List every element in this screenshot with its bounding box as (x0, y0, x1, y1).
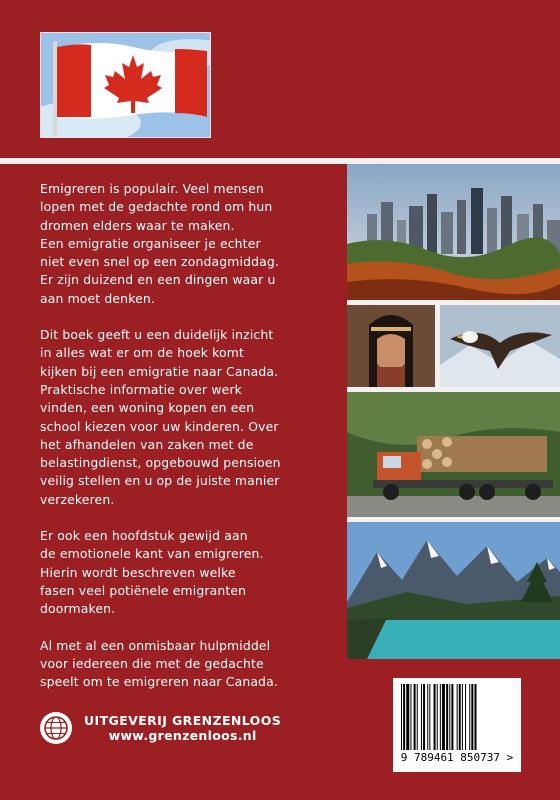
logging-truck-photo (347, 392, 560, 517)
bald-eagle-photo (440, 305, 560, 387)
back-cover-blurb (40, 180, 340, 709)
publisher-block (40, 712, 281, 744)
photo-column (347, 164, 560, 659)
barcode-icon (401, 684, 509, 750)
publisher-url[interactable]: www.grenzenloos.nl (108, 728, 257, 743)
isbn-number: 9 789461 850737 > (400, 751, 514, 764)
canada-flag-photo (40, 32, 211, 138)
mountain-lake-photo (347, 522, 560, 659)
blurb-paragraph-1: Emigreren is populair. Veel mensen lopen met de gedachte rond om hun dromen elders waar te maken. Een emigratie organiseer je echter niet even snel op een zondagmiddag. Er zijn duizend en een dingen waar u aan moet denken. (40, 181, 279, 306)
blurb-paragraph-4: Al met al een onmisbaar hulpmiddel voor iedereen die met de gedachte speelt om te emigreren naar Canada. (40, 637, 278, 690)
globe-icon (40, 712, 72, 744)
isbn-barcode (393, 678, 521, 772)
publisher-name: UITGEVERIJ GRENZENLOOS (84, 713, 282, 728)
montreal-skyline-photo (347, 164, 560, 300)
blurb-paragraph-3: Er ook een hoofdstuk gewijd aan de emotionele kant van emigreren. Hierin wordt beschreven welke fasen veel potiënele emigranten doormaken. (40, 528, 264, 617)
native-girl-photo (347, 305, 435, 387)
canada-flag-icon (41, 33, 211, 138)
blurb-paragraph-2: Dit boek geeft u een duidelijk inzicht in alles wat er om de hoek komt kijken bij een emigratie naar Canada. Praktische informatie over werk vinden, een woning kopen en een school kiezen voor uw kinderen. Over het afhandelen van zaken met de belastingdienst, opgebouwd pensioen veilig stellen en u op de juiste manier verzekeren. (40, 327, 281, 507)
